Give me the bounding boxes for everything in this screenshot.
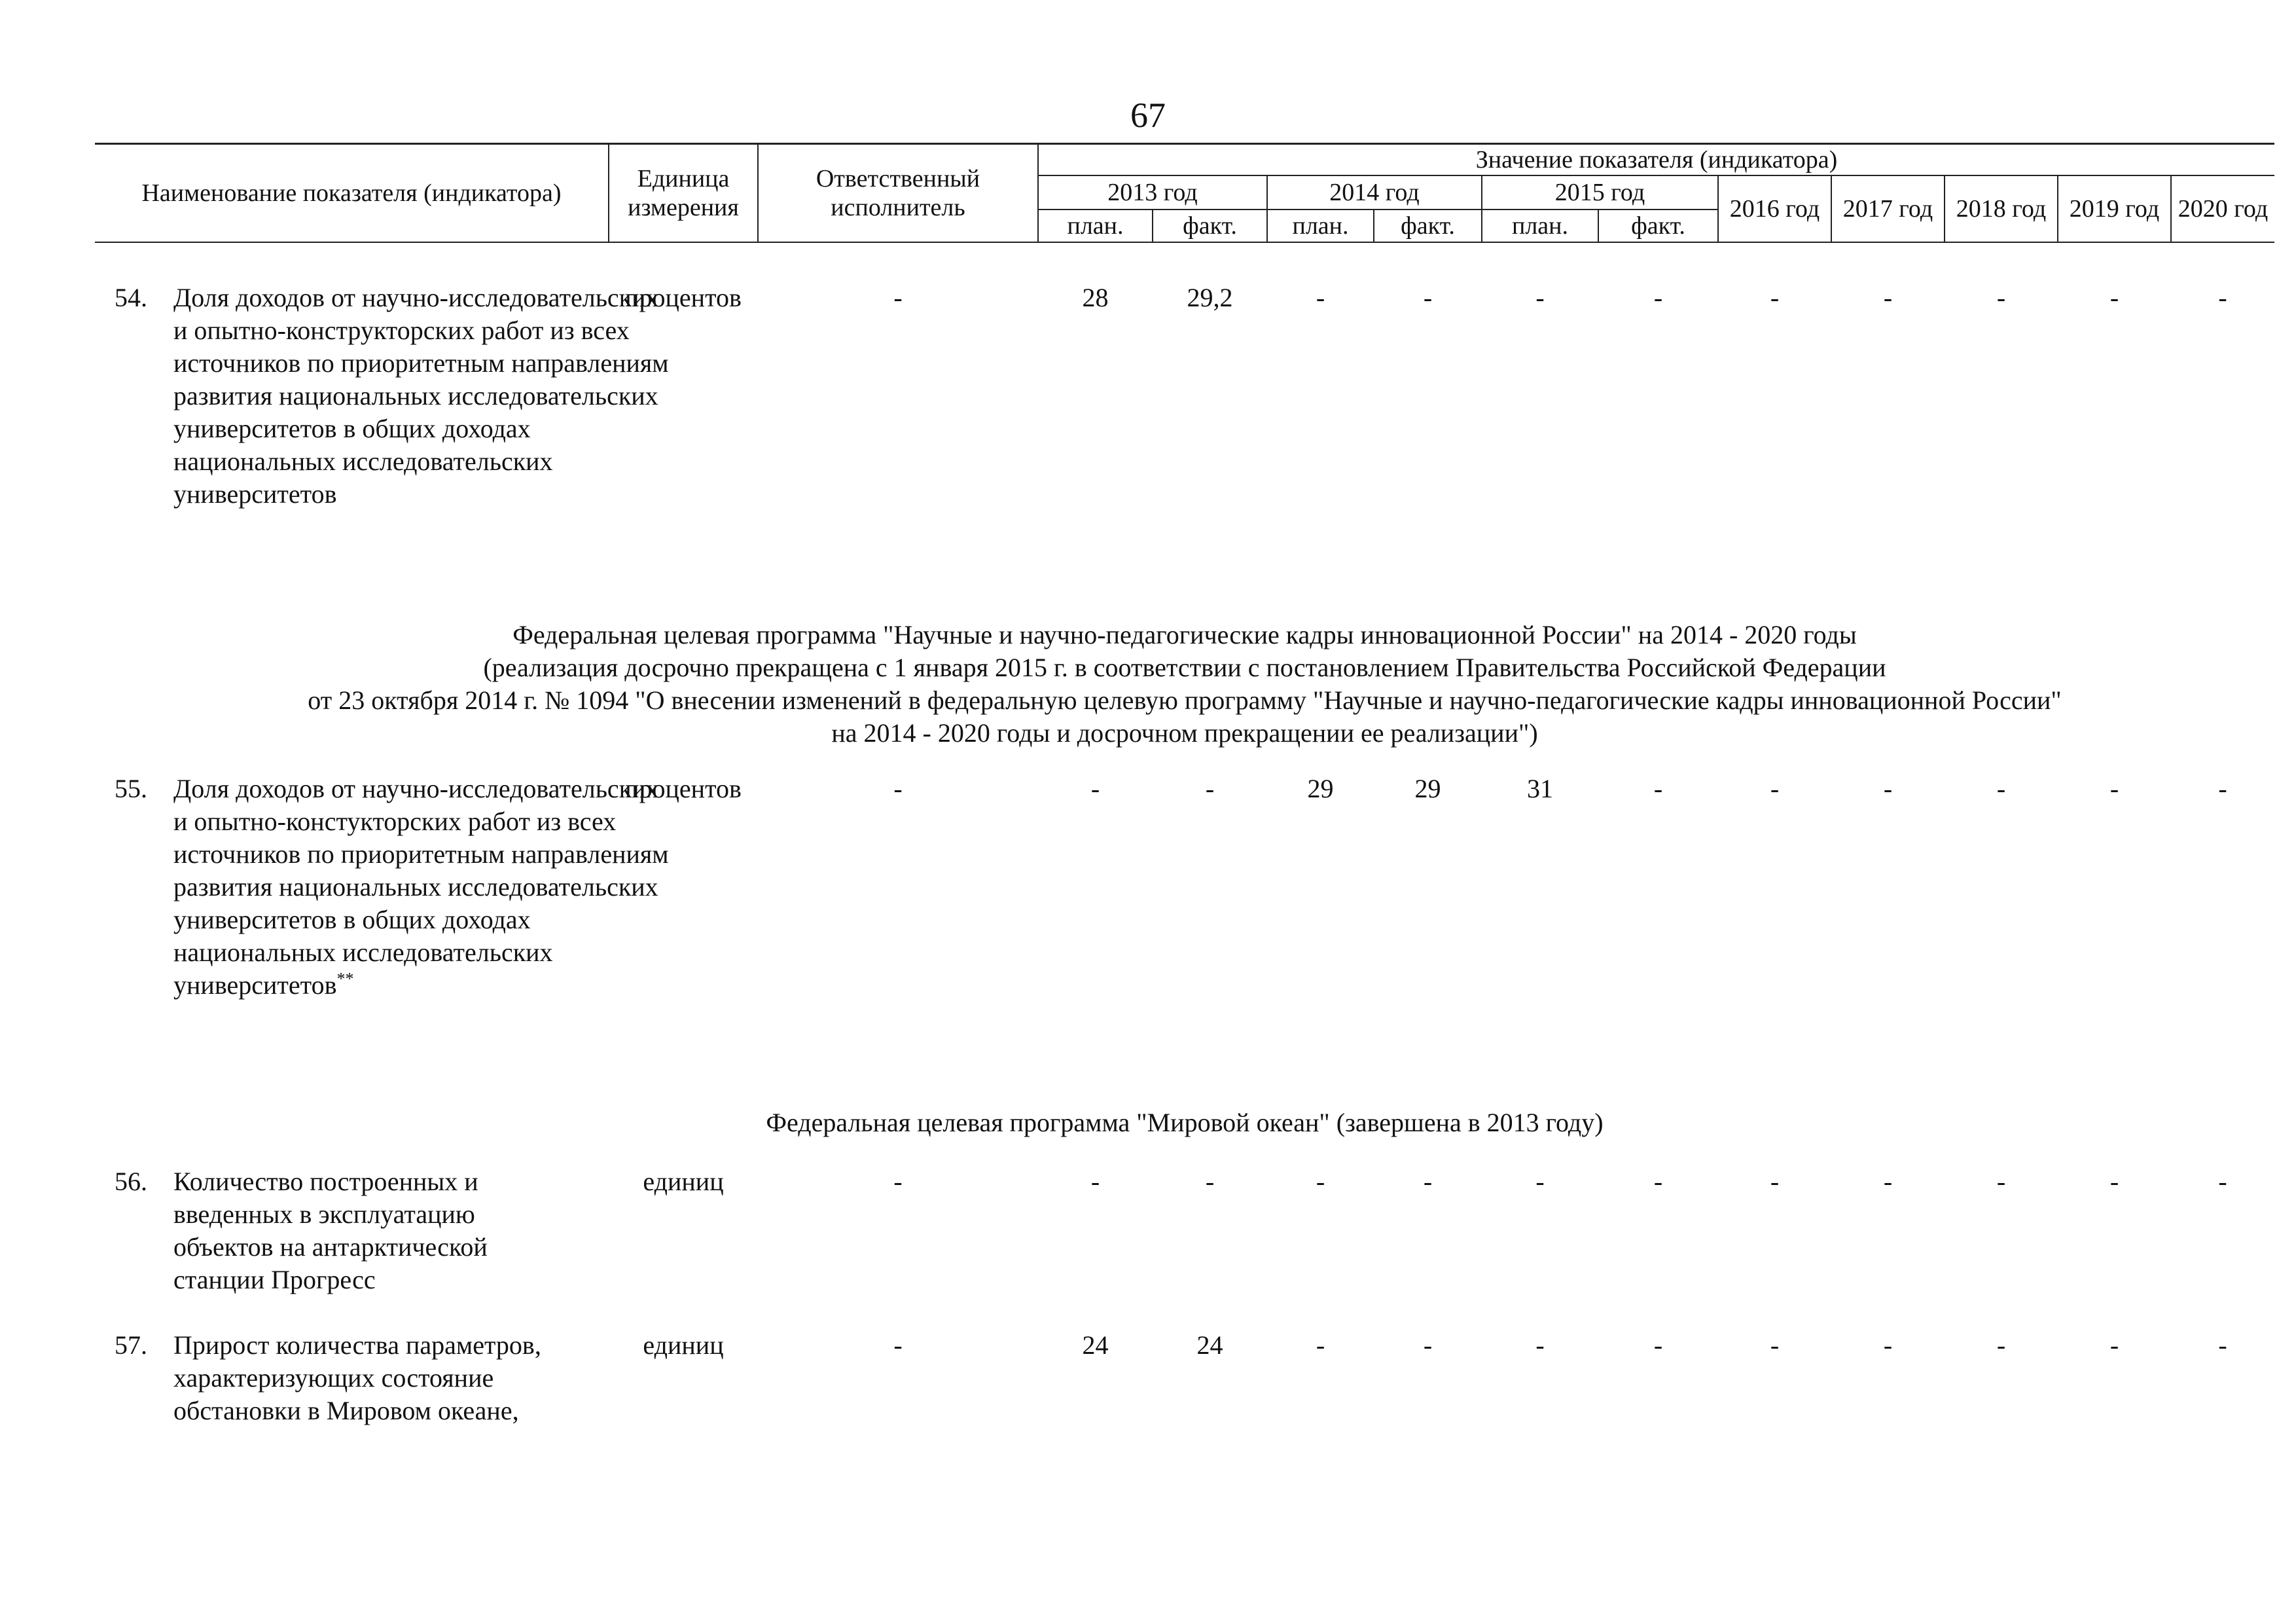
indicator-name: Количество построенных и введенных в эксплуатацию объектов на антарктической станции Прогресс — [173, 1167, 488, 1294]
header-2013-plan: план. — [1038, 210, 1153, 242]
value-2019: - — [2109, 1330, 2119, 1360]
header-indicator-value: Значение показателя (индикатора) — [1038, 144, 2274, 175]
header-indicator-name: Наименование показателя (индикатора) — [95, 144, 609, 242]
row-number: 56. — [115, 1167, 147, 1196]
value-2015-fact: - — [1653, 1330, 1663, 1360]
executor-cell: - — [893, 283, 903, 312]
executor-cell: - — [893, 1167, 903, 1196]
value-2017: - — [1883, 1167, 1893, 1196]
executor-cell: - — [893, 1330, 903, 1360]
section-heading-program-cadres — [95, 619, 2274, 750]
value-2018: - — [1996, 774, 2006, 803]
header-executor: Ответственный исполнитель — [758, 144, 1038, 242]
value-2015-fact: - — [1653, 774, 1663, 803]
value-2014-plan: 29 — [1307, 774, 1334, 803]
value-2013-plan: 24 — [1082, 1330, 1109, 1360]
value-2018: - — [1996, 1167, 2006, 1196]
page-number: 67 — [1130, 96, 1166, 135]
value-2015-fact: - — [1653, 283, 1663, 312]
value-2016: - — [1770, 283, 1780, 312]
value-2017: - — [1883, 283, 1893, 312]
value-2020: - — [2218, 1167, 2227, 1196]
value-2019: - — [2109, 774, 2119, 803]
unit-cell: процентов — [625, 283, 742, 312]
value-2013-plan: - — [1090, 1167, 1100, 1196]
value-2020: - — [2218, 283, 2227, 312]
value-2017: - — [1883, 1330, 1893, 1360]
value-2020: - — [2218, 774, 2227, 803]
header-unit: Единица измерения — [609, 144, 758, 242]
value-2015-fact: - — [1653, 1167, 1663, 1196]
value-2019: - — [2109, 283, 2119, 312]
value-2015-plan: 31 — [1527, 774, 1553, 803]
value-2016: - — [1770, 1167, 1780, 1196]
value-2018: - — [1996, 1330, 2006, 1360]
unit-cell: единиц — [643, 1330, 724, 1360]
value-2014-plan: - — [1316, 1167, 1325, 1196]
header-year-2020: 2020 год — [2171, 175, 2274, 242]
header-year-2016: 2016 год — [1718, 175, 1831, 242]
value-2020: - — [2218, 1330, 2227, 1360]
indicator-name: Доля доходов от научно-исследовательских и опытно-констукторских работ из всех источников по приоритетным направлениям развития национальных исследовательских университетов в общих доходах национальных исследовательских университетов** — [173, 774, 669, 1000]
header-2014-fact: факт. — [1374, 210, 1482, 242]
value-2015-plan: - — [1535, 283, 1545, 312]
indicator-name: Прирост количества параметров, характеризующих состояние обстановки в Мировом океане, — [173, 1330, 541, 1425]
section-heading-program-ocean — [95, 1106, 2274, 1139]
value-2013-fact: 29,2 — [1187, 283, 1233, 312]
header-year-2013: 2013 год — [1038, 175, 1267, 210]
footnote-mark: ** — [336, 969, 354, 989]
value-2013-fact: 24 — [1196, 1330, 1223, 1360]
unit-cell: процентов — [625, 774, 742, 803]
value-2014-fact: - — [1423, 1167, 1433, 1196]
value-2013-fact: - — [1205, 1167, 1215, 1196]
header-2013-fact: факт. — [1153, 210, 1267, 242]
header-year-2014: 2014 год — [1267, 175, 1482, 210]
header-2014-plan: план. — [1267, 210, 1374, 242]
value-2017: - — [1883, 774, 1893, 803]
value-2014-plan: - — [1316, 283, 1325, 312]
header-year-2018: 2018 год — [1945, 175, 2058, 242]
row-number: 55. — [115, 774, 147, 803]
executor-cell: - — [893, 774, 903, 803]
row-number: 54. — [115, 283, 147, 312]
table-header — [95, 143, 2274, 243]
row-number: 57. — [115, 1330, 147, 1360]
section-line: на 2014 - 2020 годы и досрочном прекращении ее реализации") — [831, 718, 1538, 748]
value-2016: - — [1770, 1330, 1780, 1360]
value-2013-plan: - — [1090, 774, 1100, 803]
value-2015-plan: - — [1535, 1167, 1545, 1196]
value-2016: - — [1770, 774, 1780, 803]
value-2018: - — [1996, 283, 2006, 312]
value-2019: - — [2109, 1167, 2119, 1196]
value-2015-plan: - — [1535, 1330, 1545, 1360]
value-2014-plan: - — [1316, 1330, 1325, 1360]
value-2014-fact: - — [1423, 1330, 1433, 1360]
indicator-name: Доля доходов от научно-исследовательских и опытно-конструкторских работ из всех источников по приоритетным направлениям развития национальных исследовательских университетов в общих доходах национальных исследовательских университетов — [173, 283, 669, 509]
section-line: (реализация досрочно прекращена с 1 января 2015 г. в соответствии с постановлением Правительства Российской Федерации — [483, 653, 1886, 682]
header-2015-plan: план. — [1482, 210, 1598, 242]
header-year-2017: 2017 год — [1831, 175, 1945, 242]
section-line: Федеральная целевая программа "Мировой океан" (завершена в 2013 году) — [766, 1108, 1604, 1137]
value-2013-plan: 28 — [1082, 283, 1109, 312]
header-year-2015: 2015 год — [1482, 175, 1718, 210]
header-year-2019: 2019 год — [2058, 175, 2171, 242]
value-2014-fact: 29 — [1414, 774, 1441, 803]
value-2014-fact: - — [1423, 283, 1433, 312]
section-line: Федеральная целевая программа "Научные и научно-педагогические кадры инновационной России" на 2014 - 2020 годы — [512, 620, 1857, 649]
header-2015-fact: факт. — [1598, 210, 1718, 242]
value-2013-fact: - — [1205, 774, 1215, 803]
section-line: от 23 октября 2014 г. № 1094 "О внесении изменений в федеральную целевую программу "Научные и научно-педагогические кадры инновационной России" — [308, 685, 2062, 715]
unit-cell: единиц — [643, 1167, 724, 1196]
